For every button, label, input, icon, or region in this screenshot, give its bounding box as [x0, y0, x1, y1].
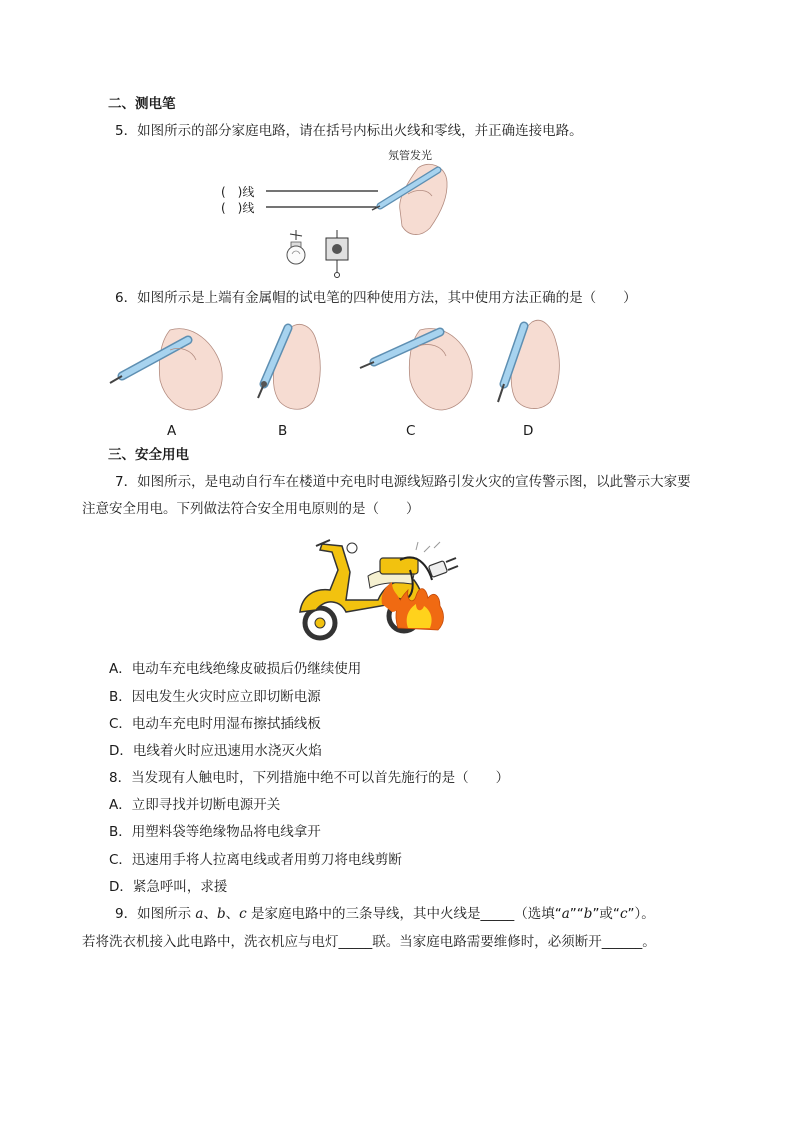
- q6-option-b-label: B: [278, 423, 288, 439]
- question-9-line-2: 若将洗衣机接入此电路中，洗衣机应与电灯_____联。当家庭电路需要维修时，必须断开______。: [82, 934, 656, 950]
- question-6-text: 6．如图所示是上端有金属帽的试电笔的四种使用方法，其中使用方法正确的是（ ）: [115, 290, 637, 306]
- q9-choice-a: a: [561, 906, 570, 922]
- section-heading-electrical-safety: 三、安全用电: [108, 447, 189, 463]
- q7-option-d: D．电线着火时应迅速用水浇灭火焰: [109, 743, 322, 759]
- q9-choice-b: b: [583, 906, 593, 922]
- q8-option-c: C．迅速用手将人拉离电线或者用剪刀将电线剪断: [109, 852, 402, 868]
- question-8-text: 8．当发现有人触电时，下列措施中绝不可以首先施行的是（ ）: [109, 770, 510, 786]
- q9-part-4: ”或“: [592, 906, 620, 922]
- question-5-text: 5．如图所示的部分家庭电路，请在括号内标出火线和零线，并正确连接电路。: [115, 123, 583, 139]
- q9-choice-c: c: [619, 906, 628, 922]
- tester-glow-label: 氖管发光: [388, 149, 432, 162]
- q9-var-c: c: [239, 906, 247, 922]
- section-heading-tester: 二、测电笔: [108, 96, 176, 112]
- wire-label-1: ( )线: [221, 185, 255, 199]
- q7-option-a: A．电动车充电线绝缘皮破损后仍继续使用: [109, 661, 362, 677]
- q9-part-1: 9．如图所示: [115, 906, 196, 922]
- q8-option-a: A．立即寻找并切断电源开关: [109, 797, 281, 813]
- question-7-line-1: 7．如图所示，是电动自行车在楼道中充电时电源线短路引发火灾的宣传警示图，以此警示大家要: [115, 474, 691, 490]
- q9-sep-1: 、: [203, 906, 217, 922]
- q9-var-a: a: [195, 906, 204, 922]
- q7-option-c: C．电动车充电时用湿布擦拭插线板: [109, 716, 321, 732]
- question-7-line-2: 注意安全用电。下列做法符合安全用电原则的是（ ）: [82, 501, 420, 517]
- q6-option-d-label: D: [523, 423, 534, 439]
- q8-option-b: B．用塑料袋等绝缘物品将电线拿开: [109, 824, 321, 840]
- q9-sep-2: 、: [225, 906, 240, 922]
- q7-option-b: B．因电发生火灾时应立即切断电源: [109, 689, 321, 705]
- q6-option-c-label: C: [406, 423, 416, 439]
- q8-option-d: D．紧急呼叫，求援: [109, 879, 228, 895]
- question-9-line-1: [115, 905, 655, 923]
- q6-option-a-label: A: [167, 423, 177, 439]
- q9-part-2: 是家庭电路中的三条导线，其中火线是_____（选填“: [246, 906, 562, 922]
- q9-part-3: ”“: [569, 906, 584, 922]
- q9-part-5: ”）。: [627, 906, 655, 922]
- wire-label-2: ( )线: [221, 201, 255, 215]
- q9-var-b: b: [216, 906, 226, 922]
